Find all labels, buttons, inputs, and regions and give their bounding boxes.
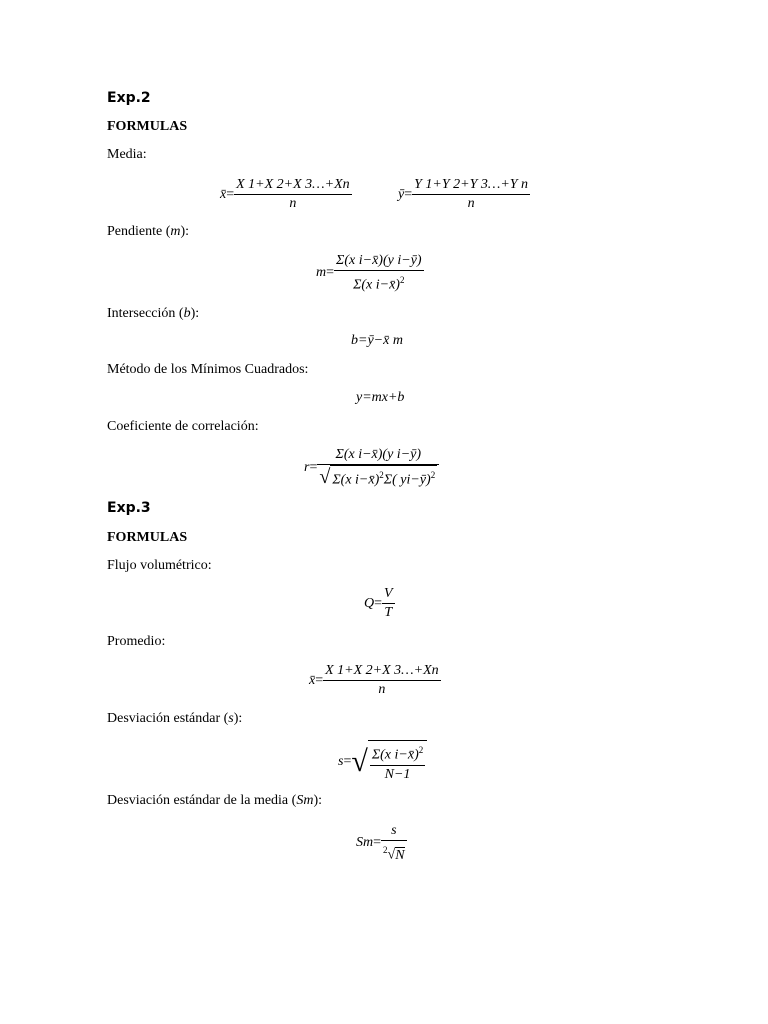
stddev-formula bbox=[338, 740, 427, 784]
mean-y-lhs: ȳ bbox=[398, 186, 405, 202]
sem-den-base: N bbox=[395, 847, 405, 863]
sem-formula bbox=[356, 822, 407, 865]
stddev-num-exp: 2 bbox=[418, 745, 424, 755]
sem-label bbox=[107, 793, 322, 809]
sem-label-pre: Desviación estándar de la media ( bbox=[107, 793, 297, 808]
stddev-num-base: Σ(x i−x̄) bbox=[371, 747, 419, 763]
flow-label: Flujo volumétrico: bbox=[107, 558, 212, 573]
slope-eq: = bbox=[326, 265, 335, 281]
stddev-denominator: N−1 bbox=[384, 766, 411, 782]
slope-numerator: Σ(x i−x̄)(y i−ȳ) bbox=[334, 252, 424, 271]
mean-x-eq: = bbox=[226, 186, 235, 202]
stddev-radicand bbox=[368, 740, 427, 784]
slope-label-post: ): bbox=[180, 224, 190, 239]
correlation-label: Coeficiente de correlación: bbox=[107, 419, 259, 434]
slope-formula bbox=[316, 252, 424, 295]
least-squares-label: Método de los Mínimos Cuadrados: bbox=[107, 362, 309, 377]
sem-root-index: 2 bbox=[383, 845, 388, 855]
sem-eq: = bbox=[373, 835, 382, 851]
slope-label bbox=[107, 224, 189, 240]
correlation-denominator bbox=[317, 465, 439, 490]
exp2-heading: Exp.2 bbox=[107, 90, 151, 106]
intercept-label-post: ): bbox=[190, 306, 200, 321]
stddev-label-var: s bbox=[228, 711, 234, 726]
sem-denominator bbox=[381, 841, 407, 865]
average-lhs: x̄ bbox=[309, 672, 316, 688]
mean-y-denominator: n bbox=[467, 196, 475, 211]
stddev-numerator bbox=[370, 741, 425, 766]
correlation-eq: = bbox=[309, 459, 318, 475]
corr-den-b: Σ( yi−ȳ) bbox=[383, 472, 431, 488]
mean-x-numerator: X 1+X 2+X 3…+Xn bbox=[234, 176, 352, 195]
flow-lhs: Q bbox=[364, 595, 375, 611]
flow-numerator: V bbox=[382, 585, 395, 604]
average-denominator: n bbox=[378, 682, 386, 697]
slope-den-exp: 2 bbox=[399, 275, 405, 285]
stddev-label-post: ): bbox=[233, 711, 243, 726]
sem-label-post: ): bbox=[313, 793, 322, 808]
flow-eq: = bbox=[374, 595, 383, 611]
intercept-label-pre: Intersección ( bbox=[107, 306, 184, 321]
correlation-lhs: r bbox=[304, 459, 310, 475]
sqrt-sign: √ bbox=[387, 847, 396, 863]
intercept-label bbox=[107, 306, 199, 322]
correlation-radicand bbox=[330, 465, 437, 490]
stddev-label-pre: Desviación estándar ( bbox=[107, 711, 229, 726]
intercept-label-var: b bbox=[183, 306, 191, 321]
average-label: Promedio: bbox=[107, 634, 166, 649]
flow-denominator: T bbox=[384, 605, 393, 620]
media-label: Media: bbox=[107, 147, 147, 162]
exp2-formulas-label: FORMULAS bbox=[107, 119, 188, 134]
corr-den-a: Σ(x i−x̄) bbox=[332, 472, 380, 488]
exp3-heading: Exp.3 bbox=[107, 500, 151, 516]
mean-x-formula bbox=[220, 176, 352, 213]
correlation-formula bbox=[304, 446, 439, 490]
mean-y-eq: = bbox=[404, 186, 413, 202]
least-squares-formula: y=mx+b bbox=[356, 390, 405, 405]
sem-label-var: Sm bbox=[296, 793, 314, 808]
mean-y-formula bbox=[398, 176, 530, 213]
sem-numerator: s bbox=[381, 822, 407, 841]
average-numerator: X 1+X 2+X 3…+Xn bbox=[323, 662, 441, 681]
correlation-numerator: Σ(x i−x̄)(y i−ȳ) bbox=[317, 446, 439, 465]
slope-denominator bbox=[334, 271, 424, 295]
exp3-formulas-label: FORMULAS bbox=[107, 530, 188, 545]
sqrt-sign: √ bbox=[351, 744, 368, 778]
stddev-label bbox=[107, 711, 242, 727]
intercept-formula: b=ȳ−x̄ m bbox=[351, 333, 403, 348]
slope-label-pre: Pendiente ( bbox=[107, 224, 171, 239]
slope-den-base: Σ(x i−x̄) bbox=[353, 277, 400, 293]
sqrt-sign: √ bbox=[319, 466, 331, 489]
corr-den-a-exp: 2 bbox=[379, 470, 384, 480]
mean-y-numerator: Y 1+Y 2+Y 3…+Y n bbox=[412, 176, 530, 195]
mean-x-denominator: n bbox=[289, 196, 297, 211]
average-formula bbox=[309, 662, 441, 699]
slope-label-var: m bbox=[170, 224, 181, 239]
slope-lhs: m bbox=[316, 265, 327, 281]
corr-den-b-exp: 2 bbox=[430, 470, 436, 480]
mean-x-lhs: x̄ bbox=[220, 186, 227, 202]
average-eq: = bbox=[315, 672, 324, 688]
stddev-lhs: s bbox=[338, 753, 344, 769]
flow-formula bbox=[364, 585, 395, 622]
stddev-eq: = bbox=[343, 753, 352, 769]
sem-lhs: Sm bbox=[356, 835, 374, 851]
